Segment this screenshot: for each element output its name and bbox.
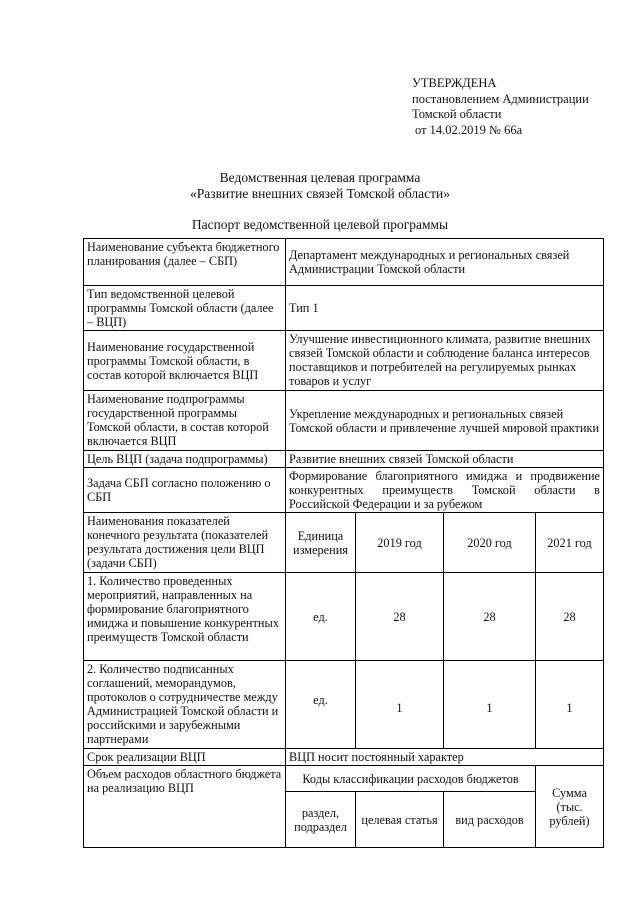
indicator-2-2019: 1 [356,661,444,749]
indicator-2-2020: 1 [444,661,536,749]
approval-decree: постановлением Администрации [412,91,589,106]
goal-value: Развитие внешних связей Томской области [286,451,604,468]
unit-header: Единица измерения [286,513,356,573]
table-row [84,766,604,792]
indicator-1-name: 1. Количество проведенных мероприятий, направленных на формирование благоприятного имиджа и повышение конкурентных преимуществ Томской области [84,573,286,661]
table-row [84,391,604,451]
passport-heading: Паспорт ведомственной целевой программы [191,217,449,232]
table-row [84,573,604,661]
indicator-1-2020: 28 [444,573,536,661]
budget-codes-header: Коды классификации расходов бюджетов [286,766,536,792]
goal-label: Цель ВЦП (задача подпрограммы) [84,451,286,468]
term-value: ВЦП носит постоянный характер [286,749,604,766]
indicator-1-2019: 28 [356,573,444,661]
budget-sum-header: Сумма (тыс. рублей) [536,766,604,848]
approval-date-number: от 14.02.2019 № 66а [415,122,523,137]
state-program-value: Улучшение инвестиционного климата, развитие внешних связей Томской области и соблюдение баланса интересов поставщиков и потребителей на регулируемых рынках товаров и услуг [286,331,604,391]
planning-subject-value: Департамент международных и региональных связей Администрации Томской области [286,239,604,286]
table-row [84,451,604,468]
budget-target-header: целевая статья [356,792,444,848]
budget-section-header: раздел, подраздел [286,792,356,848]
approval-status: УТВЕРЖДЕНА [412,76,497,90]
indicators-label: Наименования показателей конечного результата (показателей результата достижения цели ВЦП (задачи СБП) [84,513,286,573]
table-row [84,749,604,766]
program-type-heading: Ведомственная целевая программа [219,170,421,185]
program-type-label: Тип ведомственной целевой программы Томской области (далее – ВЦП) [84,286,286,331]
table-row [84,286,604,331]
table-row [84,239,604,286]
budget-label: Объем расходов областного бюджета на реализацию ВЦП [84,766,286,848]
year-2021-header: 2021 год [536,513,604,573]
approval-stamp [412,76,589,138]
year-2020-header: 2020 год [444,513,536,573]
task-value: Формирование благоприятного имиджа и продвижение конкурентных преимуществ Томской области в Российской Федерации и за рубежом [286,468,604,513]
indicator-1-unit: ед. [286,573,356,661]
planning-subject-label: Наименование субъекта бюджетного планирования (далее – СБП) [84,239,286,286]
state-program-label: Наименование государственной программы Томской области, в состав которой включается ВЦП [84,331,286,391]
subprogram-value: Укрепление международных и региональных связей Томской области и привлечение лучшей мировой практики [286,391,604,451]
program-type-value: Тип 1 [286,286,604,331]
year-2019-header: 2019 год [356,513,444,573]
table-row [84,331,604,391]
indicator-1-2021: 28 [536,573,604,661]
program-name-heading: «Развитие внешних связей Томской области» [190,186,450,201]
table-row [84,661,604,749]
subprogram-label: Наименование подпрограммы государственной программы Томской области, в состав которой включается ВЦП [84,391,286,451]
task-label: Задача СБП согласно положению о СБП [84,468,286,513]
indicator-2-2021: 1 [536,661,604,749]
table-row [84,513,604,573]
approval-authority: Томской области [412,107,502,121]
indicator-2-unit: ед. [286,661,356,749]
passport-table [83,238,604,848]
budget-type-header: вид расходов [444,792,536,848]
table-row [84,468,604,513]
indicator-2-name: 2. Количество подписанных соглашений, меморандумов, протоколов о сотрудничестве между Администрацией Томской области и российскими и зарубежными партнерами [84,661,286,749]
term-label: Срок реализации ВЦП [84,749,286,766]
